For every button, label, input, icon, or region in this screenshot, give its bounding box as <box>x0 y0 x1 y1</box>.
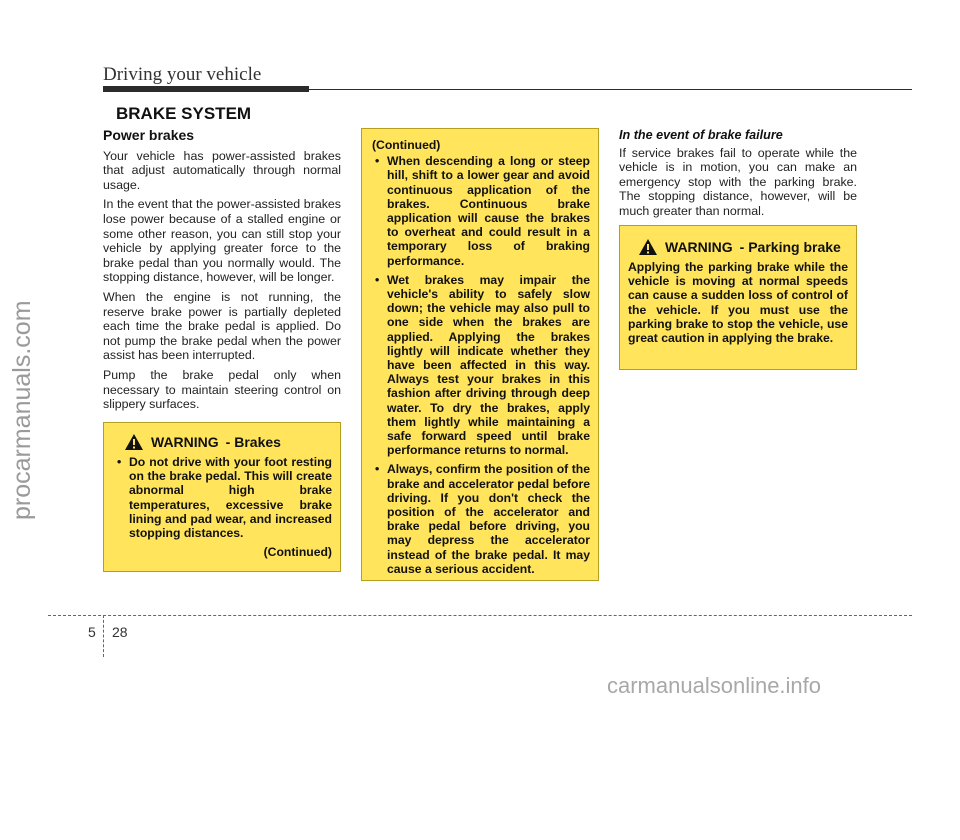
side-watermark-container <box>8 300 48 840</box>
continued-label: (Continued) <box>263 545 332 560</box>
warning-subject: - Parking brake <box>739 238 841 255</box>
warning-box-parking-brake <box>619 225 857 370</box>
section-title: BRAKE SYSTEM <box>116 104 252 123</box>
warning-subject: - Brakes <box>225 433 281 450</box>
warning-bullet: • Wet brakes may impair the vehicle's ability to safely slow down; the vehicle may also pull to one side when the brakes are applied. Applying the brakes lightly will indicate whether they have been affected in this way. Always test your brakes in this fashion after driving through deep water. To dry the brakes, apply them lightly while maintaining a safe forward speed until brake performance returns to normal. <box>372 273 590 458</box>
header-rule-thin <box>309 89 912 90</box>
warning-bullet: • Always, confirm the position of the brake and accelerator pedal before driving. If you don't check the position of the accelerator and brake pedal before driving, you may depress the accelerator instead of the brake pedal. It may cause a serious accident. <box>372 462 590 576</box>
warning-word: WARNING <box>665 238 733 255</box>
brake-failure-heading: In the event of brake failure <box>619 128 783 142</box>
power-brakes-paragraph: Your vehicle has power-assisted brakes that adjust automatically through normal usage. <box>103 148 341 192</box>
header-rule-thick <box>103 86 309 92</box>
warning-header <box>638 238 848 256</box>
power-brakes-column <box>103 128 341 417</box>
warning-bullets <box>114 455 332 540</box>
page-number: 28 <box>112 624 128 640</box>
warning-text: Applying the parking brake while the vehicle is moving at normal speeds can cause a sudden loss of control of the vehicle. If you must use the parking brake to stop the vehicle, use great caution in applying the brake. <box>628 260 848 346</box>
chapter-number: 5 <box>88 624 96 640</box>
warning-bullet: • When descending a long or steep hill, shift to a lower gear and avoid continuous application of the brakes. Continuous brake application will cause the brakes to overheat and could result in a temporary loss of braking performance. <box>372 154 590 268</box>
warning-box-brakes <box>103 422 341 572</box>
side-watermark: procarmanuals.com <box>8 300 36 520</box>
continued-label: (Continued) <box>372 138 441 152</box>
warning-header <box>124 433 332 451</box>
warning-bullet: • Do not drive with your foot resting on the brake pedal. This will create abnormal high brake temperatures, excessive brake lining and pad wear, and increased stopping distances. <box>114 455 332 540</box>
power-brakes-paragraph: Pump the brake pedal only when necessary to maintain steering control on slippery surfaces. <box>103 367 341 412</box>
warning-word: WARNING <box>151 433 219 450</box>
power-brakes-paragraph: In the event that the power-assisted brakes lose power because of a stalled engine or some other reason, you can still stop your vehicle by applying greater force to the brake pedal than you normally would. The stopping distance, however, will be longer. <box>103 197 341 285</box>
brake-failure-column <box>619 128 857 224</box>
footer-watermark: carmanualsonline.info <box>607 673 822 698</box>
warning-triangle-icon <box>124 433 144 451</box>
header-title: Driving your vehicle <box>103 64 262 85</box>
footer-rule <box>48 615 912 616</box>
warning-box-continued <box>361 128 599 581</box>
brake-failure-paragraph: If service brakes fail to operate while the vehicle is in motion, you can make an emergency stop with the parking brake. The stopping distance, however, will be much greater than normal. <box>619 145 857 218</box>
warning-bullets <box>372 154 590 576</box>
power-brakes-heading: Power brakes <box>103 127 195 143</box>
footer-divider <box>103 615 104 657</box>
warning-triangle-icon <box>638 238 658 256</box>
power-brakes-paragraph: When the engine is not running, the reserve brake power is partially depleted each time the brake pedal is applied. Do not pump the brake pedal when the power assist has been interrupted. <box>103 289 341 363</box>
